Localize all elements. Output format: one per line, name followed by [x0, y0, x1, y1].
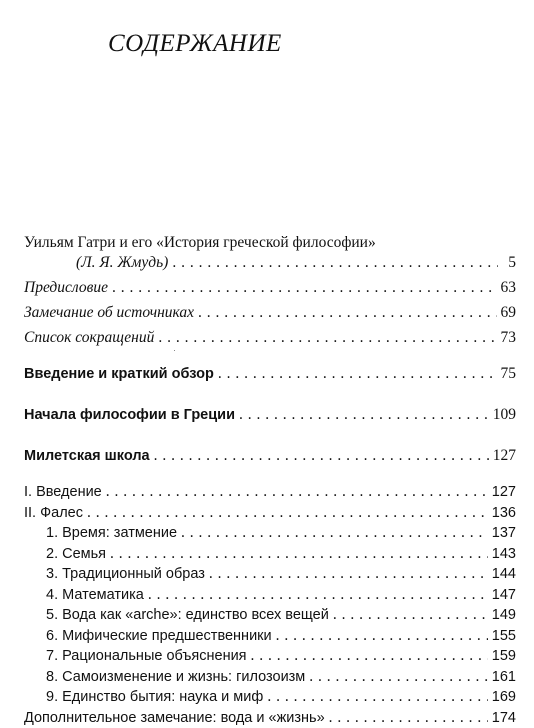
toc-subentry	[24, 585, 516, 606]
dot-leader	[110, 544, 488, 565]
toc-subentry	[24, 708, 516, 728]
page-number: 159	[492, 646, 516, 667]
dot-leader	[329, 708, 488, 728]
dot-leader	[112, 278, 497, 298]
page-number: 63	[501, 278, 517, 298]
page-number: 174	[492, 708, 516, 728]
dot-leader	[172, 253, 498, 273]
page-number: 75	[501, 364, 517, 384]
dot-leader	[276, 626, 488, 647]
page-number: 147	[492, 585, 516, 606]
toc-entry-label: 6. Мифические предшественники	[46, 626, 272, 647]
dot-leader	[158, 328, 496, 348]
dot-leader	[209, 564, 488, 585]
dot-leader	[198, 303, 496, 323]
toc-subentry	[24, 626, 516, 647]
dot-leader	[154, 446, 489, 466]
dot-leader	[239, 405, 489, 425]
dot-leader	[333, 605, 488, 626]
toc-entry-label: 1. Время: затмение	[46, 523, 177, 544]
toc-entry-introduction	[24, 364, 516, 384]
page-number: 143	[492, 544, 516, 565]
toc-entry-label: Список сокращений	[24, 328, 154, 348]
toc-entry-sources	[24, 303, 516, 323]
dot-leader	[267, 687, 487, 708]
dot-leader	[87, 503, 488, 524]
toc-entry-label: 2. Семья	[46, 544, 106, 565]
toc-entry-label: II. Фалес	[24, 503, 83, 524]
toc-subentry	[24, 667, 516, 688]
dot-leader	[148, 585, 488, 606]
toc-entry-abbreviations	[24, 328, 516, 348]
dot-leader	[218, 364, 497, 384]
toc-entry-label: Дополнительное замечание: вода и «жизнь»	[24, 708, 325, 728]
toc-entry-beginnings	[24, 405, 516, 425]
toc-entry-label: Введение и краткий обзор	[24, 364, 214, 384]
toc-entry-guthrie-author: (Л. Я. Жмудь)	[24, 253, 168, 273]
page-number: 5	[502, 253, 516, 273]
toc-entry-label: 7. Рациональные объяснения	[46, 646, 247, 667]
toc-entry-label: 3. Традиционный образ	[46, 564, 205, 585]
toc-entry-label: I. Введение	[24, 482, 102, 503]
toc-entry-preface	[24, 278, 516, 298]
toc-entry-label: 9. Единство бытия: наука и миф	[46, 687, 263, 708]
page-number: 127	[492, 482, 516, 503]
toc-entry-guthrie-line1: Уильям Гатри и его «История греческой философии»	[24, 233, 516, 253]
page-number: 73	[501, 328, 517, 348]
dot-leader	[181, 523, 488, 544]
toc-entry-milesian-school	[24, 446, 516, 466]
dot-leader	[251, 646, 488, 667]
toc-subentry	[24, 605, 516, 626]
page-number: 137	[492, 523, 516, 544]
table-of-contents	[24, 233, 516, 728]
toc-entry-label: Предисловие	[24, 278, 108, 298]
scan-speck	[174, 350, 175, 351]
dot-leader	[106, 482, 488, 503]
toc-entry-label: Замечание об источниках	[24, 303, 194, 323]
toc-subentry	[24, 482, 516, 503]
page-number: 127	[493, 446, 516, 466]
toc-entry-label: 8. Самоизменение и жизнь: гилозоизм	[46, 667, 305, 688]
page-number: 136	[492, 503, 516, 524]
page-number: 149	[492, 605, 516, 626]
dot-leader	[309, 667, 488, 688]
page-number: 169	[492, 687, 516, 708]
page-number: 161	[492, 667, 516, 688]
toc-subentry	[24, 503, 516, 524]
page-title: СОДЕРЖАНИЕ	[108, 30, 282, 58]
toc-entry-label: Начала философии в Греции	[24, 405, 235, 425]
toc-entry-label: Милетская школа	[24, 446, 150, 466]
page-number: 109	[493, 405, 516, 425]
toc-subentry	[24, 523, 516, 544]
toc-subentry	[24, 687, 516, 708]
toc-entry-label: 4. Математика	[46, 585, 144, 606]
toc-entry-label: 5. Вода как «arche»: единство всех вещей	[46, 605, 329, 626]
toc-subentry	[24, 564, 516, 585]
toc-subentries	[24, 482, 516, 728]
page-number: 144	[492, 564, 516, 585]
page-number: 155	[492, 626, 516, 647]
page-number: 69	[501, 303, 517, 323]
toc-subentry	[24, 544, 516, 565]
toc-entry-guthrie	[24, 253, 516, 273]
toc-subentry	[24, 646, 516, 667]
